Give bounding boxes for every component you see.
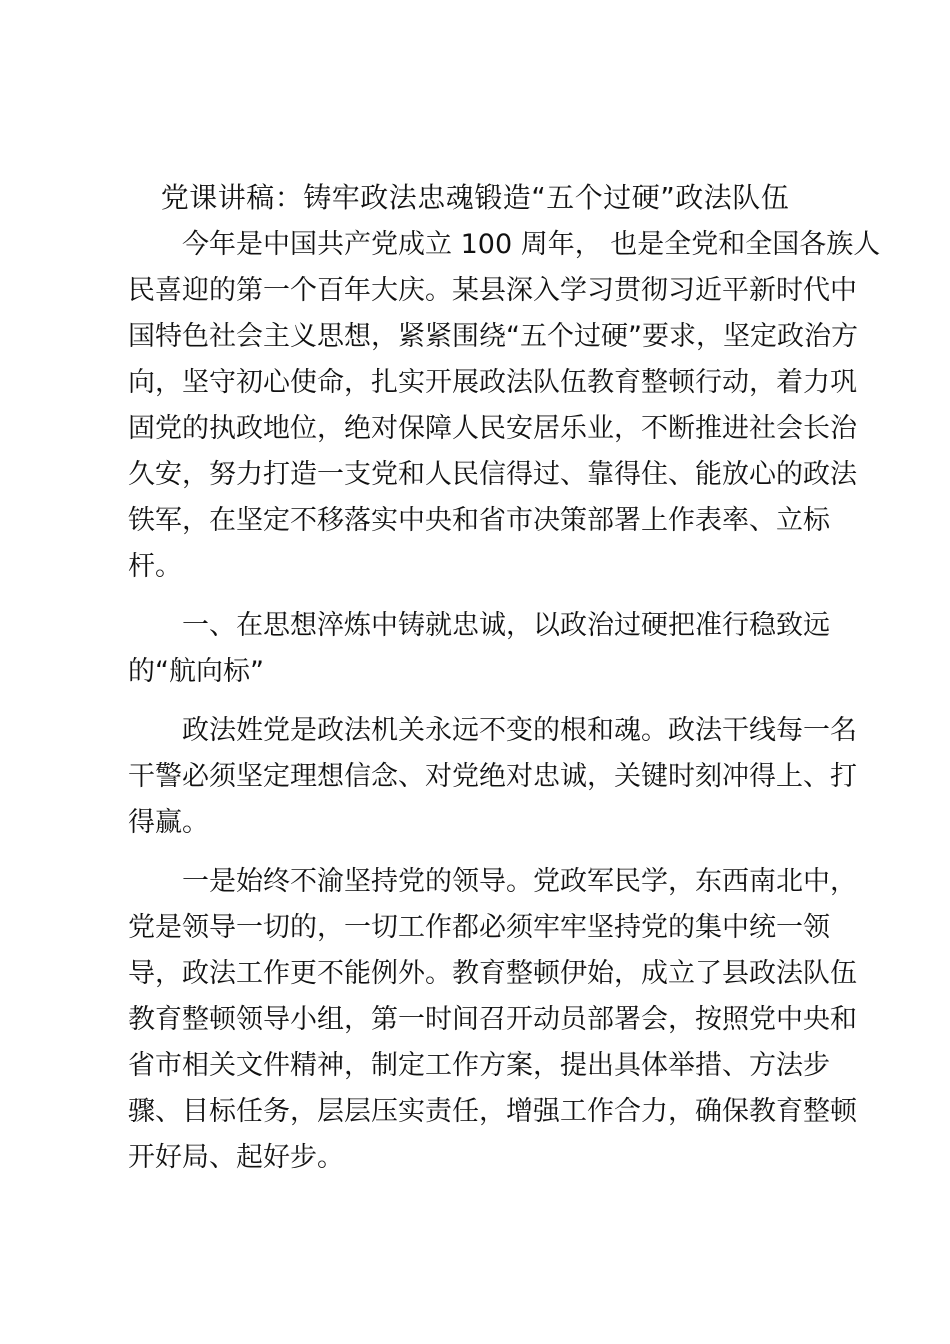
text-line: 民喜迎的第一个百年大庆。某县深入学习贯彻习近平新时代中 — [128, 275, 857, 306]
text-line: 铁军，在坚定不移落实中央和省市决策部署上作表率、立标 — [128, 505, 830, 536]
text-line: 政法姓党是政法机关永远不变的根和魂。政法干线每一名 — [182, 715, 857, 746]
text-line: 导，政法工作更不能例外。教育整顿伊始，成立了县政法队伍 — [128, 958, 857, 989]
text-line: 国特色社会主义思想，紧紧围绕“五个过硬”要求，坚定政治方 — [128, 321, 858, 352]
text-line: 开好局、起好步。 — [128, 1142, 344, 1173]
text-line: 教育整顿领导小组，第一时间召开动员部署会，按照党中央和 — [128, 1004, 857, 1035]
text-line: 久安，努力打造一支党和人民信得过、靠得住、能放心的政法 — [128, 459, 857, 490]
text-line: 一是始终不渝坚持党的领导。党政军民学，东西南北中， — [182, 866, 857, 897]
text-line: 干警必须坚定理想信念、对党绝对忠诚，关键时刻冲得上、打 — [128, 761, 857, 792]
text-line: 一、在思想淬炼中铸就忠诚，以政治过硬把准行稳致远 — [182, 610, 830, 641]
document-body — [128, 222, 881, 1181]
text-line: 党是领导一切的，一切工作都必须牢牢坚持党的集中统一领 — [128, 912, 830, 943]
document-title: 党课讲稿：铸牢政法忠魂锻造“五个过硬”政法队伍 — [160, 181, 790, 214]
text-line: 省市相关文件精神，制定工作方案，提出具体举措、方法步 — [128, 1050, 830, 1081]
paragraph-intro — [128, 222, 881, 590]
paragraph — [128, 859, 857, 1181]
text-line: 今年是中国共产党成立 100 周年， 也是全党和全国各族人 — [182, 229, 881, 260]
section-heading — [128, 603, 830, 695]
text-line: 固党的执政地位，绝对保障人民安居乐业，不断推进社会长治 — [128, 413, 857, 444]
paragraph — [128, 708, 857, 846]
text-line: 的“航向标” — [128, 656, 264, 687]
text-line: 得赢。 — [128, 807, 209, 838]
text-line: 骤、目标任务，层层压实责任，增强工作合力，确保教育整顿 — [128, 1096, 857, 1127]
text-line: 杆。 — [128, 551, 182, 582]
text-line: 向，坚守初心使命，扎实开展政法队伍教育整顿行动，着力巩 — [128, 367, 857, 398]
